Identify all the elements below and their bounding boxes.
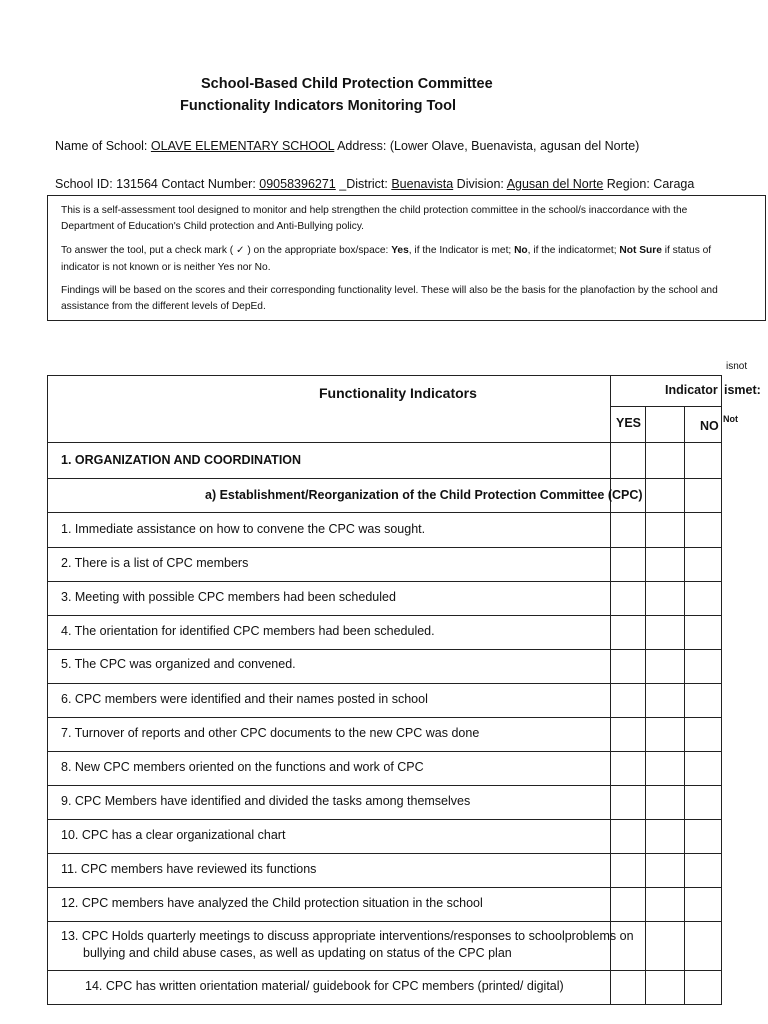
contact-number-value: 09058396271 <box>259 177 336 191</box>
table-line <box>610 406 722 407</box>
document-title-line2: Functionality Indicators Monitoring Tool <box>180 98 457 114</box>
indicator-row-11: 11. CPC members have reviewed its functions <box>61 862 317 876</box>
subsection-heading: a) Establishment/Reorganization of the Child Protection Committee (CPC) <box>205 488 643 502</box>
instructions-p3-line2: assistance from the different levels of DepEd. <box>61 301 266 312</box>
indicator-row-14: 14. CPC has written orientation material/ guidebook for CPC members (printed/ digital) <box>85 979 564 993</box>
indicator-row-10: 10. CPC has a clear organizational chart <box>61 828 286 842</box>
table-line <box>47 649 722 650</box>
school-id-line <box>55 177 694 191</box>
table-line <box>47 1004 722 1005</box>
indicator-row-8: 8. New CPC members oriented on the functions and work of CPC <box>61 760 424 774</box>
table-line <box>47 683 722 684</box>
district-value: Buenavista <box>391 177 454 191</box>
school-id-label: School ID: 131564 Contact Number: <box>55 177 260 191</box>
instructions-p1-line2: Department of Education's Child protection and Anti-Bullying policy. <box>61 221 365 232</box>
table-line <box>47 785 722 786</box>
indicator-row-13-line2: bullying and child abuse cases, as well as updating on status of the CPC plan <box>83 946 512 960</box>
section-heading: 1. ORGANIZATION AND COORDINATION <box>61 453 302 467</box>
table-line <box>721 375 722 1005</box>
table-line <box>47 442 722 443</box>
indicator-row-5: 5. The CPC was organized and convened. <box>61 657 296 671</box>
table-line <box>610 375 611 1005</box>
table-line <box>684 406 685 1005</box>
indicator-row-12: 12. CPC members have analyzed the Child protection situation in the school <box>61 896 483 910</box>
school-address: Address: (Lower Olave, Buenavista, agusan del Norte) <box>334 139 640 153</box>
ismet-label: ismet: <box>724 383 761 397</box>
instructions-p2-a: To answer the tool, put a check mark ( ✓ ) on the appropriate box/space: <box>61 245 392 256</box>
indicator-row-2: 2. There is a list of CPC members <box>61 556 249 570</box>
table-line <box>47 751 722 752</box>
indicators-table <box>47 375 761 1005</box>
table-line <box>47 375 48 1005</box>
indicator-row-3: 3. Meeting with possible CPC members had been scheduled <box>61 590 396 604</box>
yes-column-header: YES <box>616 416 642 430</box>
table-line <box>47 717 722 718</box>
table-line <box>47 512 722 513</box>
not-sure-column-header: Not <box>723 414 738 424</box>
indicator-row-6: 6. CPC members were identified and their names posted in school <box>61 692 428 706</box>
indicator-row-4: 4. The orientation for identified CPC members had been scheduled. <box>61 624 435 638</box>
table-line <box>47 547 722 548</box>
document-title-line1: School-Based Child Protection Committee <box>201 76 493 92</box>
instructions-yes: Yes <box>391 245 409 256</box>
instructions-p3-line1: Findings will be based on the scores and their corresponding functionality level. These will also be the basis for the planofaction by the school and <box>61 285 718 296</box>
indicator-row-9: 9. CPC Members have identified and divided the tasks among themselves <box>61 794 471 808</box>
instructions-p2-c: , if the indicatormet; <box>527 245 620 256</box>
school-name-line <box>55 139 639 153</box>
instructions-not-sure: Not Sure <box>619 245 662 256</box>
indicator-row-1: 1. Immediate assistance on how to convene the CPC was sought. <box>61 522 426 536</box>
instructions-p2-line2: indicator is not known or is neither Yes nor No. <box>61 262 271 273</box>
table-line <box>47 970 722 971</box>
table-line <box>645 406 646 1005</box>
table-header-title: Functionality Indicators <box>319 385 477 401</box>
district-label: _District: <box>335 177 392 191</box>
instructions-p2-d: if status of <box>661 245 712 256</box>
no-column-header: NO <box>700 419 719 433</box>
table-line <box>47 921 722 922</box>
instructions-box <box>47 195 766 321</box>
region-text: Region: Caraga <box>603 177 695 191</box>
table-line <box>47 853 722 854</box>
stray-isnot-text: isnot <box>726 361 748 372</box>
division-label: Division: <box>453 177 507 191</box>
school-name-value: OLAVE ELEMENTARY SCHOOL <box>150 139 335 153</box>
table-line <box>47 581 722 582</box>
indicator-row-7: 7. Turnover of reports and other CPC documents to the new CPC was done <box>61 726 480 740</box>
instructions-p1-line1: This is a self-assessment tool designed to monitor and help strengthen the child protection committee in the school/s inaccordance with the <box>61 205 688 216</box>
table-line <box>47 615 722 616</box>
table-line <box>47 819 722 820</box>
school-name-label: Name of School: <box>55 139 151 153</box>
table-line <box>47 887 722 888</box>
indicator-row-13-line1: 13. CPC Holds quarterly meetings to discuss appropriate interventions/responses to schoolproblems on <box>61 929 634 943</box>
instructions-no: No <box>514 245 528 256</box>
instructions-p2-line1 <box>61 243 711 260</box>
table-line <box>47 478 722 479</box>
division-value: Agusan del Norte <box>506 177 604 191</box>
indicator-label: Indicator <box>665 383 718 397</box>
table-line <box>47 375 722 376</box>
instructions-p2-b: , if the Indicator is met; <box>408 245 515 256</box>
